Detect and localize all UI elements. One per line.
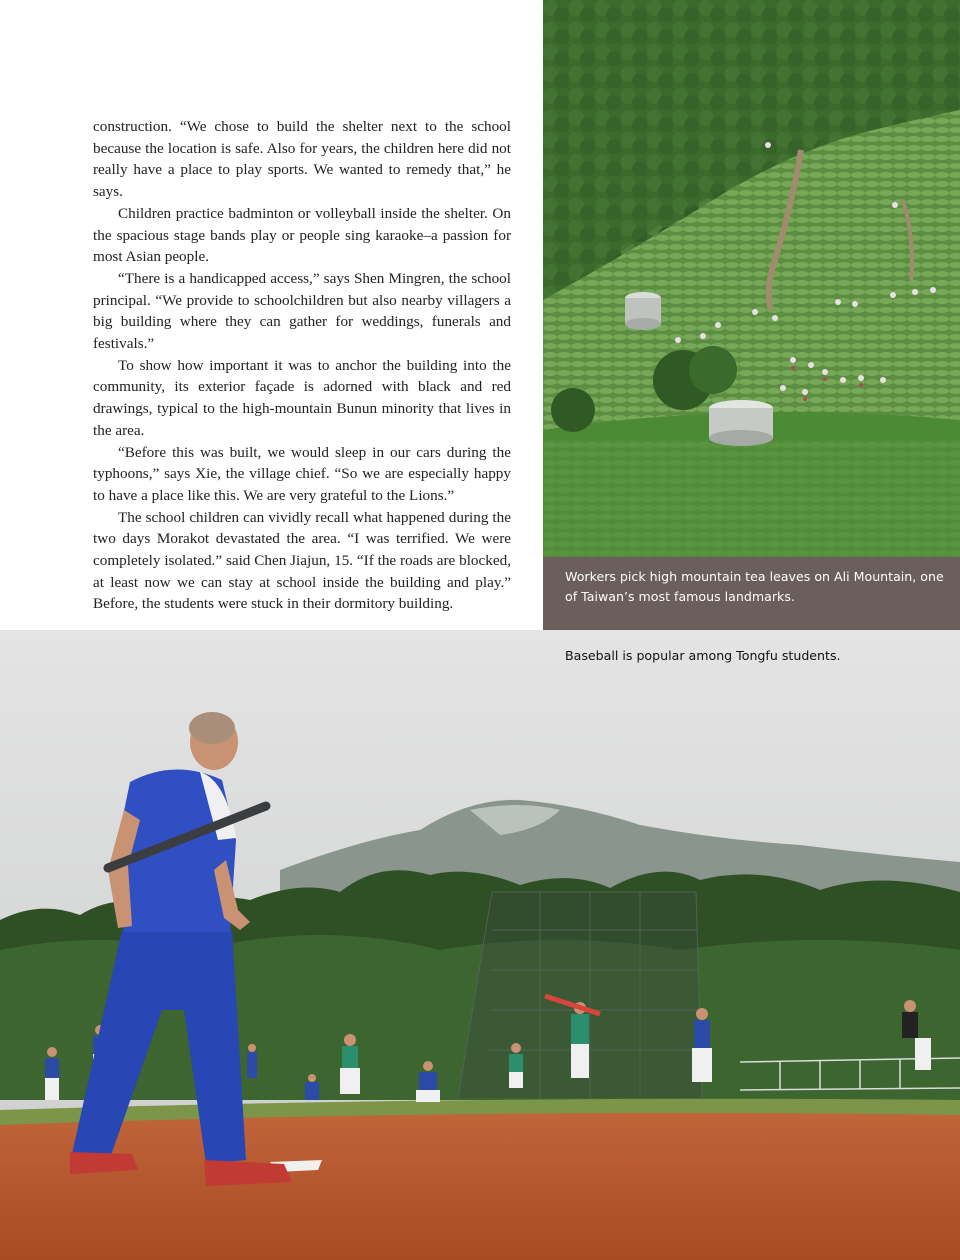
baseball-photo — [0, 630, 960, 1260]
tea-plantation-illustration — [543, 0, 960, 557]
paragraph: Children practice badminton or volleyball inside the shelter. On the spacious stage bands play or people sing karaoke–a passion for most Asian people. — [93, 204, 511, 266]
baseball-field-illustration — [0, 630, 960, 1260]
paragraph: “There is a handicapped access,” says Shen Mingren, the school principal. “We provide to schoolchildren but also nearby villagers a big building where they can gather for weddings, funerals and festivals.” — [93, 269, 511, 353]
tea-photo-caption-band — [543, 557, 960, 630]
paragraph: To show how important it was to anchor the building into the community, its exterior façade is adorned with black and red drawings, typical to the high-mountain Bunun minority that lives in the area. — [93, 356, 511, 439]
water-tank — [709, 400, 773, 446]
tea-photo-caption: Workers pick high mountain tea leaves on Ali Mountain, one of Taiwan’s most famous landmarks. — [565, 569, 944, 604]
article-body — [93, 116, 511, 615]
paragraph: “Before this was built, we would sleep in our cars during the typhoons,” says Xie, the village chief. “So we are especially happy to have a place like this. We are very grateful to the Lions.” — [93, 443, 511, 504]
tea-plantation-photo — [543, 0, 960, 557]
water-tank — [625, 292, 661, 330]
paragraph: construction. “We chose to build the shelter next to the school because the location is safe. Also for years, the children here did not really have a place to play sports. We wanted to remedy that,” he says. — [93, 118, 511, 201]
baseball-photo-caption: Baseball is popular among Tongfu students. — [565, 648, 841, 663]
paragraph: The school children can vividly recall what happened during the two days Morakot devastated the area. “I was terrified. We were completely isolated.” said Chen Jiajun, 15. “If the roads are blocked, at least now we can stay at school inside the building and play.” Before, the students were stuck in their dormitory building. — [93, 508, 511, 613]
